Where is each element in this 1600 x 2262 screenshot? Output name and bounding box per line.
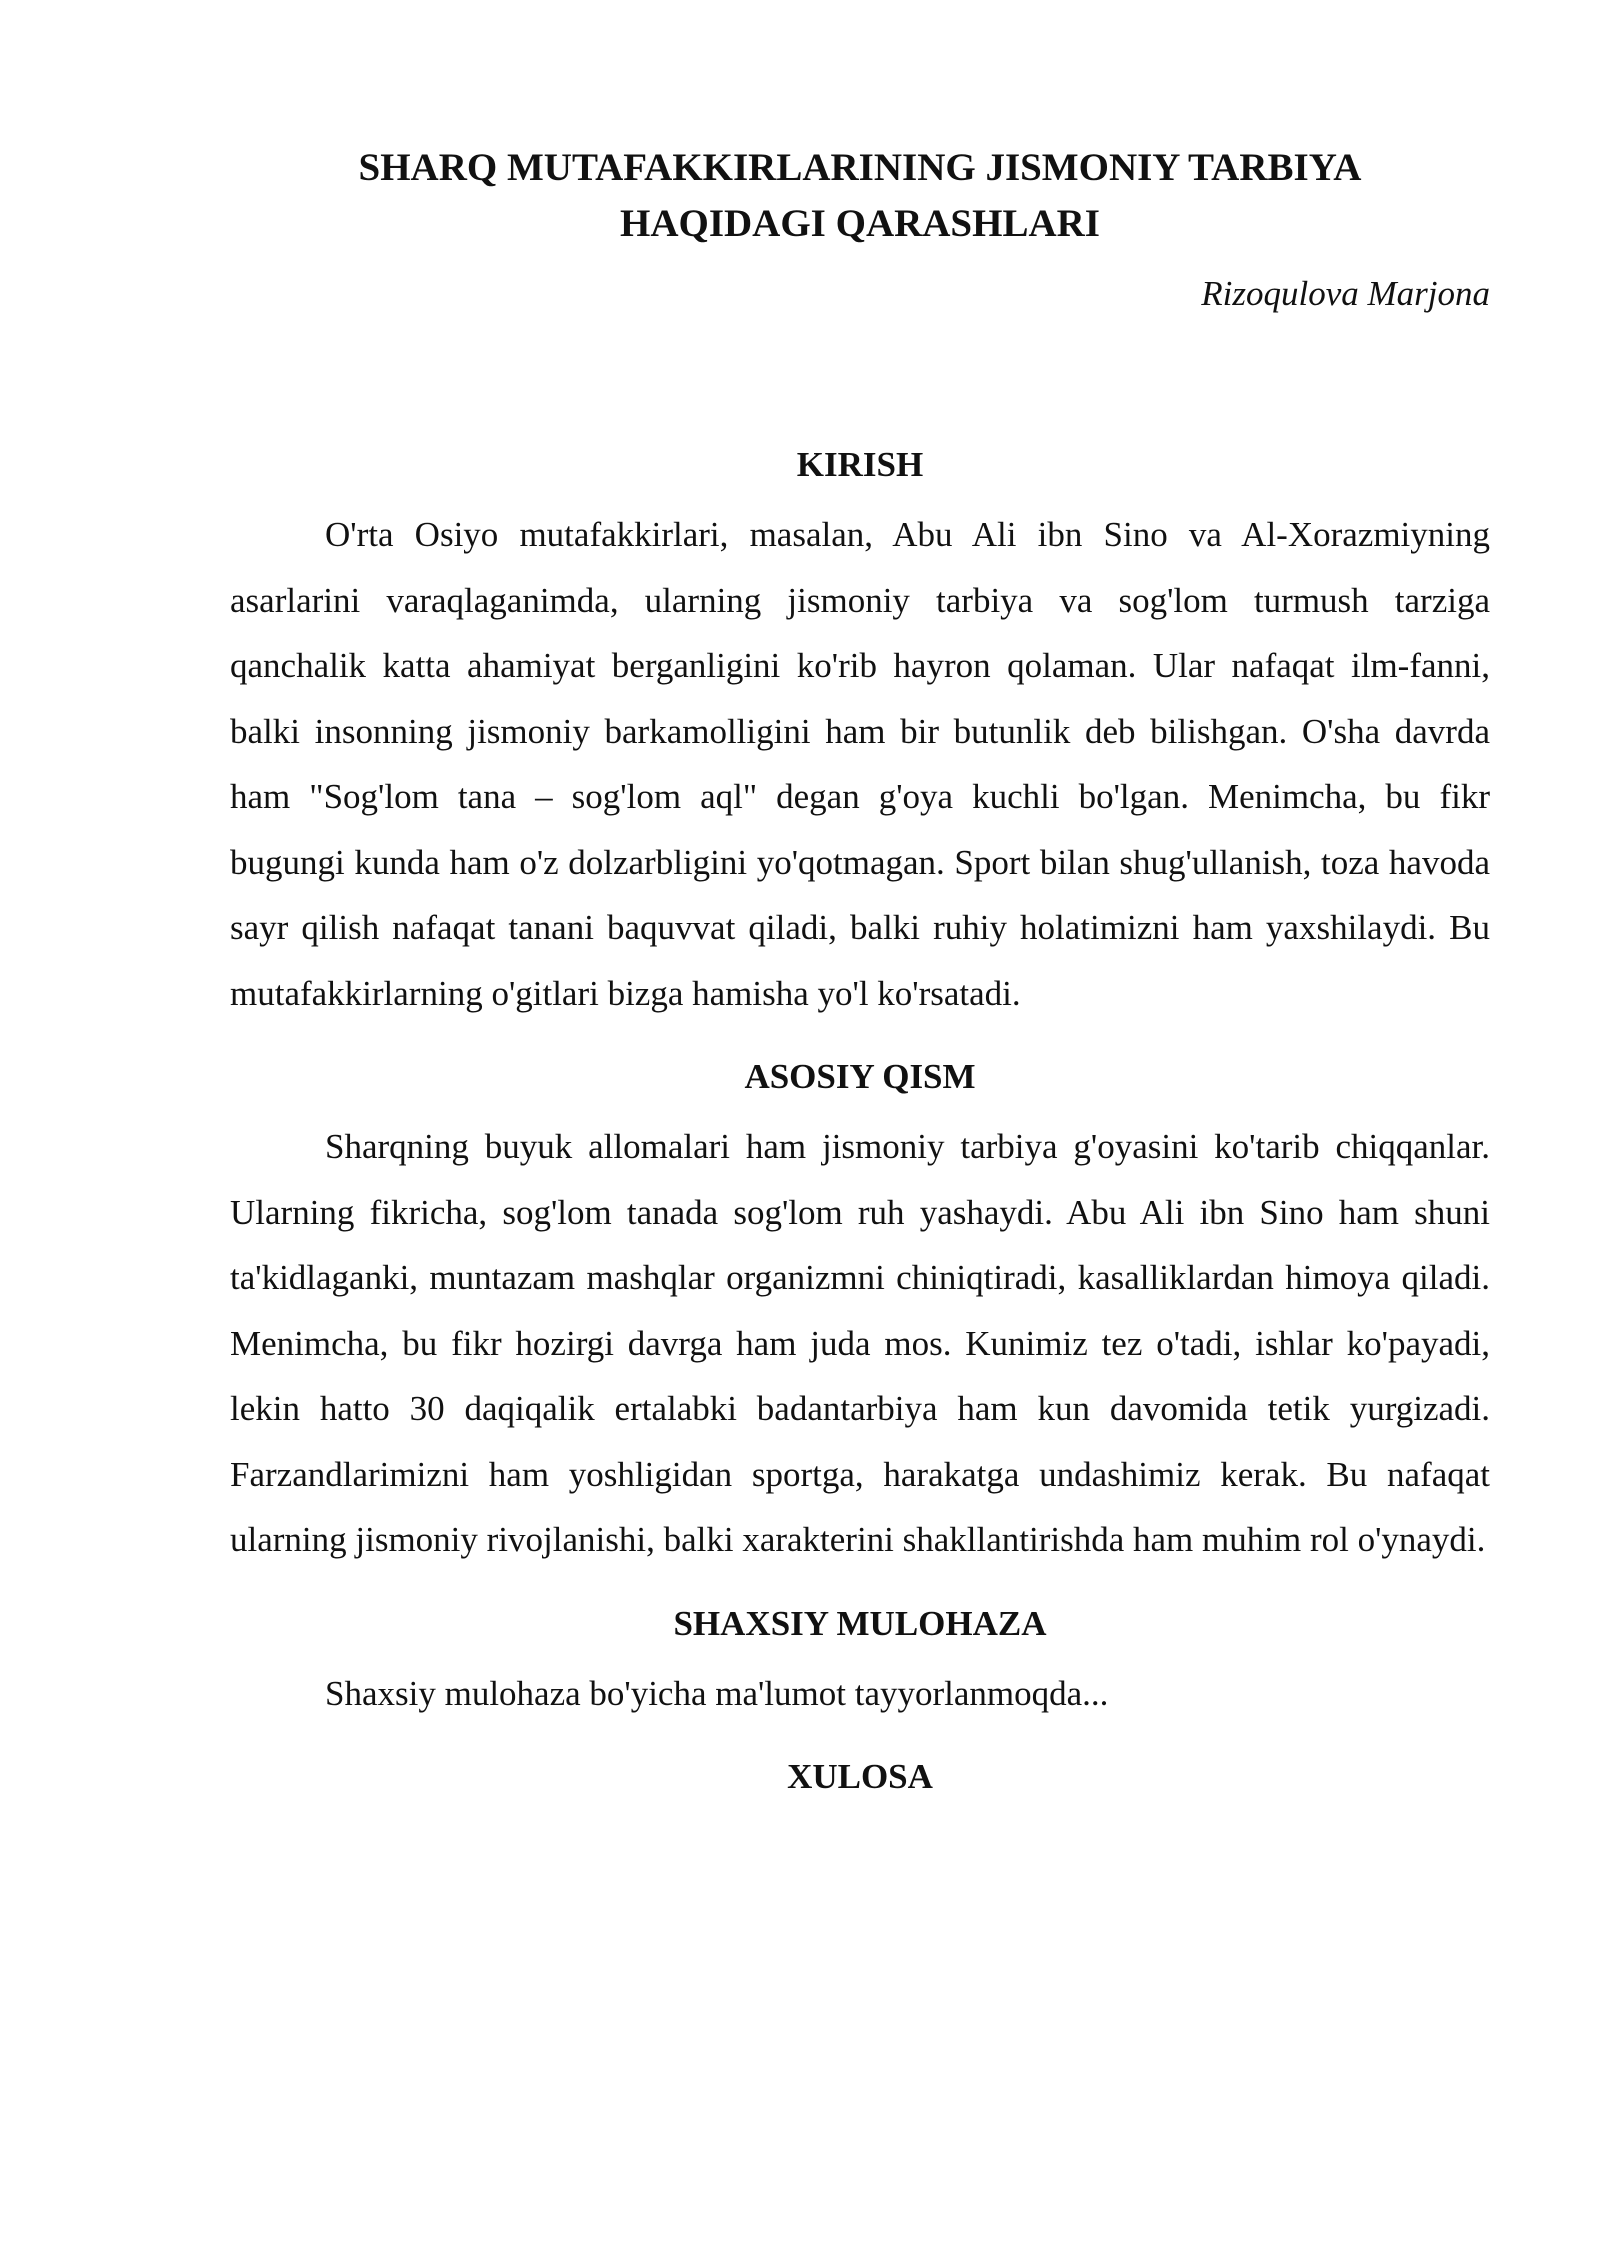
section-heading-personal: SHAXSIY MULOHAZA: [673, 1603, 1047, 1643]
document-page: [230, 140, 1490, 1802]
section-heading-intro: KIRISH: [796, 445, 924, 484]
title-line-2: HAQIDAGI QARASHLARI: [620, 202, 1100, 245]
section-heading-main: ASOSIY QISM: [744, 1057, 976, 1096]
paragraph-main: Sharqning buyuk allomalari ham jismoniy tarbiya g'oyasini ko'tarib chiqqanlar. Ularning fikricha, sog'lom tanada sog'lom ruh yashaydi. Abu Ali ibn Sino ham shuni ta'kidlaganki, muntazam mashqlar organizmni chiniqtiradi, kasalliklardan himoya qiladi. Menimcha, bu fikr hozirgi davrga ham juda mos. Kunimiz tez o'tadi, ishlar ko'payadi, lekin hatto 30 daqiqalik ertalabki badantarbiya ham kun davomida tetik yurgizadi. Farzandlarimizni ham yoshligidan sportga, harakatga undashimiz kerak. Bu nafaqat ularning jismoniy rivojlanishi, balki xarakterini shakllantirishda ham muhim rol o'ynaydi.: [230, 1127, 1490, 1559]
paragraph-intro: O'rta Osiyo mutafakkirlari, masalan, Abu Ali ibn Sino va Al-Xorazmiyning asarlarini varaqlaganimda, ularning jismoniy tarbiya va sog'lom turmush tarziga qanchalik katta ahamiyat berganligini ko'rib hayron qolaman. Ular nafaqat ilm-fanni, balki insonning jismoniy barkamolligini ham bir butunlik deb bilishgan. O'sha davrda ham "Sog'lom tana – sog'lom aql" degan g'oya kuchli bo'lgan. Menimcha, bu fikr bugungi kunda ham o'z dolzarbligini yo'qotmagan. Sport bilan shug'ullanish, toza havoda sayr qilish nafaqat tanani baquvvat qiladi, balki ruhiy holatimizni ham yaxshilaydi. Bu mutafakkirlarning o'gitlari bizga hamisha yo'l ko'rsatadi.: [230, 515, 1490, 1013]
title-line-1: SHARQ MUTAFAKKIRLARINING JISMONIY TARBIYA: [358, 146, 1362, 189]
paragraph-personal: Shaxsiy mulohaza bo'yicha ma'lumot tayyorlanmoqda...: [325, 1673, 1109, 1713]
section-heading-conclusion: XULOSA: [787, 1757, 933, 1796]
author-name: Rizoqulova Marjona: [1201, 274, 1490, 313]
document-title: [230, 140, 1490, 252]
